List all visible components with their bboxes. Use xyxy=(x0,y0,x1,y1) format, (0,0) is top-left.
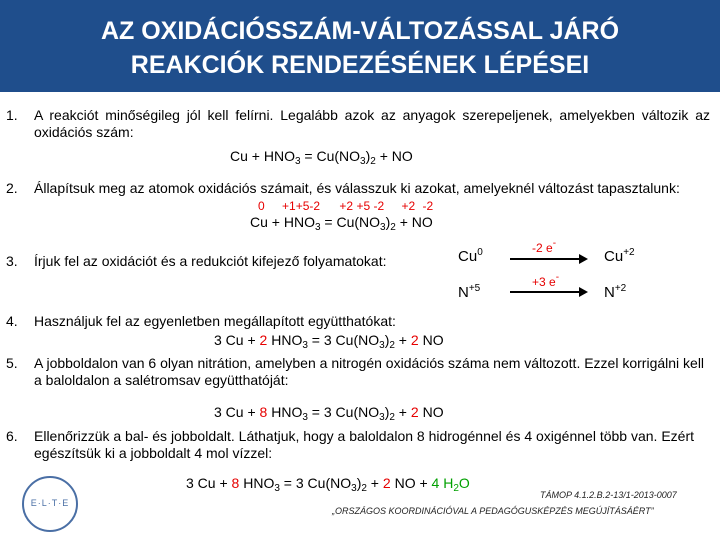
equation-6: 3 Cu + 8 $HNO_3 = 3$ $Cu(NO_3)_2 + 2$ NO + 4 $H_2O$ xyxy=(186,475,470,494)
title-line-2: REAKCIÓK RENDEZÉSÉNEK LÉPÉSEI xyxy=(130,51,590,79)
step-number: 6. xyxy=(6,428,18,444)
oxidation-right: $Cu^{+2}$ xyxy=(604,247,635,265)
footer-project-code: TÁMOP 4.1.2.B.2-13/1-2013-0007 xyxy=(540,490,677,500)
equation-5: 3 Cu + 8 $HNO_3 = 3$ $Cu(NO_3)_2 + 2$ NO xyxy=(214,404,444,423)
oxidation-electrons: -2 e- xyxy=(532,238,557,255)
reduction-arrow xyxy=(510,291,586,293)
equation-4: 3 Cu + 2 $HNO_3 = 3$ $Cu(NO_3)_2 + 2$ NO xyxy=(214,332,444,351)
step-number: 4. xyxy=(6,313,18,329)
equation-2: $Cu + HNO_3 = Cu(NO_3)_2$ + NO xyxy=(250,214,433,233)
title-banner xyxy=(0,0,720,92)
step-text: Ellenőrizzük a bal- és jobboldalt. Láthatjuk, hogy a baloldalon 8 hidrogénnel és 4 oxigénnel több van. Ezért egészítsük ki a jobboldalt 4 mol vízzel: xyxy=(34,428,694,461)
step-number: 5. xyxy=(6,355,18,371)
oxidation-numbers: 0 +1+5-2 +2 +5 -2 +2 -2 xyxy=(258,199,434,213)
step-text: Használjuk fel az egyenletben megállapított együtthatókat: xyxy=(34,313,396,329)
elte-logo xyxy=(22,476,78,532)
reduction-electrons: +3 e- xyxy=(532,272,560,289)
step-number: 3. xyxy=(6,253,18,269)
oxidation-left: Cu$^0$ xyxy=(458,247,483,265)
step-number: 2. xyxy=(6,180,18,196)
title-line-1: AZ OXIDÁCIÓSSZÁM-VÁLTOZÁSSAL JÁRÓ xyxy=(100,17,620,45)
step-text: Írjuk fel az oxidációt és a redukciót kifejező folyamatokat: xyxy=(34,253,387,269)
step-text: Állapítsuk meg az atomok oxidációs számait, és válasszuk ki azokat, amelyeknél változást tapasztalunk: xyxy=(34,180,680,196)
step-number: 1. xyxy=(6,107,18,123)
logo-text: E·L·T·E xyxy=(30,498,70,508)
equation-1: $Cu + HNO_3 = Cu(NO_3)_2$ + NO xyxy=(230,148,413,167)
step-text: A jobboldalon van 6 olyan nitrátion, amelyben a nitrogén oxidációs száma nem változott. Ezzel korrigálni kell a baloldalon a salétromsav együtthatóját: xyxy=(34,355,705,388)
reduction-left: $N^{+5}$ xyxy=(458,283,481,301)
oxidation-arrow xyxy=(510,258,586,260)
step-text: A reakciót minőségileg jól kell felírni. Legalább azok az anyagok szerepeljenek, amelyekben változik az oxidációs szám: xyxy=(34,107,710,140)
page-title xyxy=(40,14,680,82)
reduction-right: $N^{+2}$ xyxy=(604,283,627,301)
footer-project-title: „ORSZÁGOS KOORDINÁCIÓVAL A PEDAGÓGUSKÉPZÉS MEGÚJÍTÁSÁÉRT” xyxy=(332,506,654,516)
